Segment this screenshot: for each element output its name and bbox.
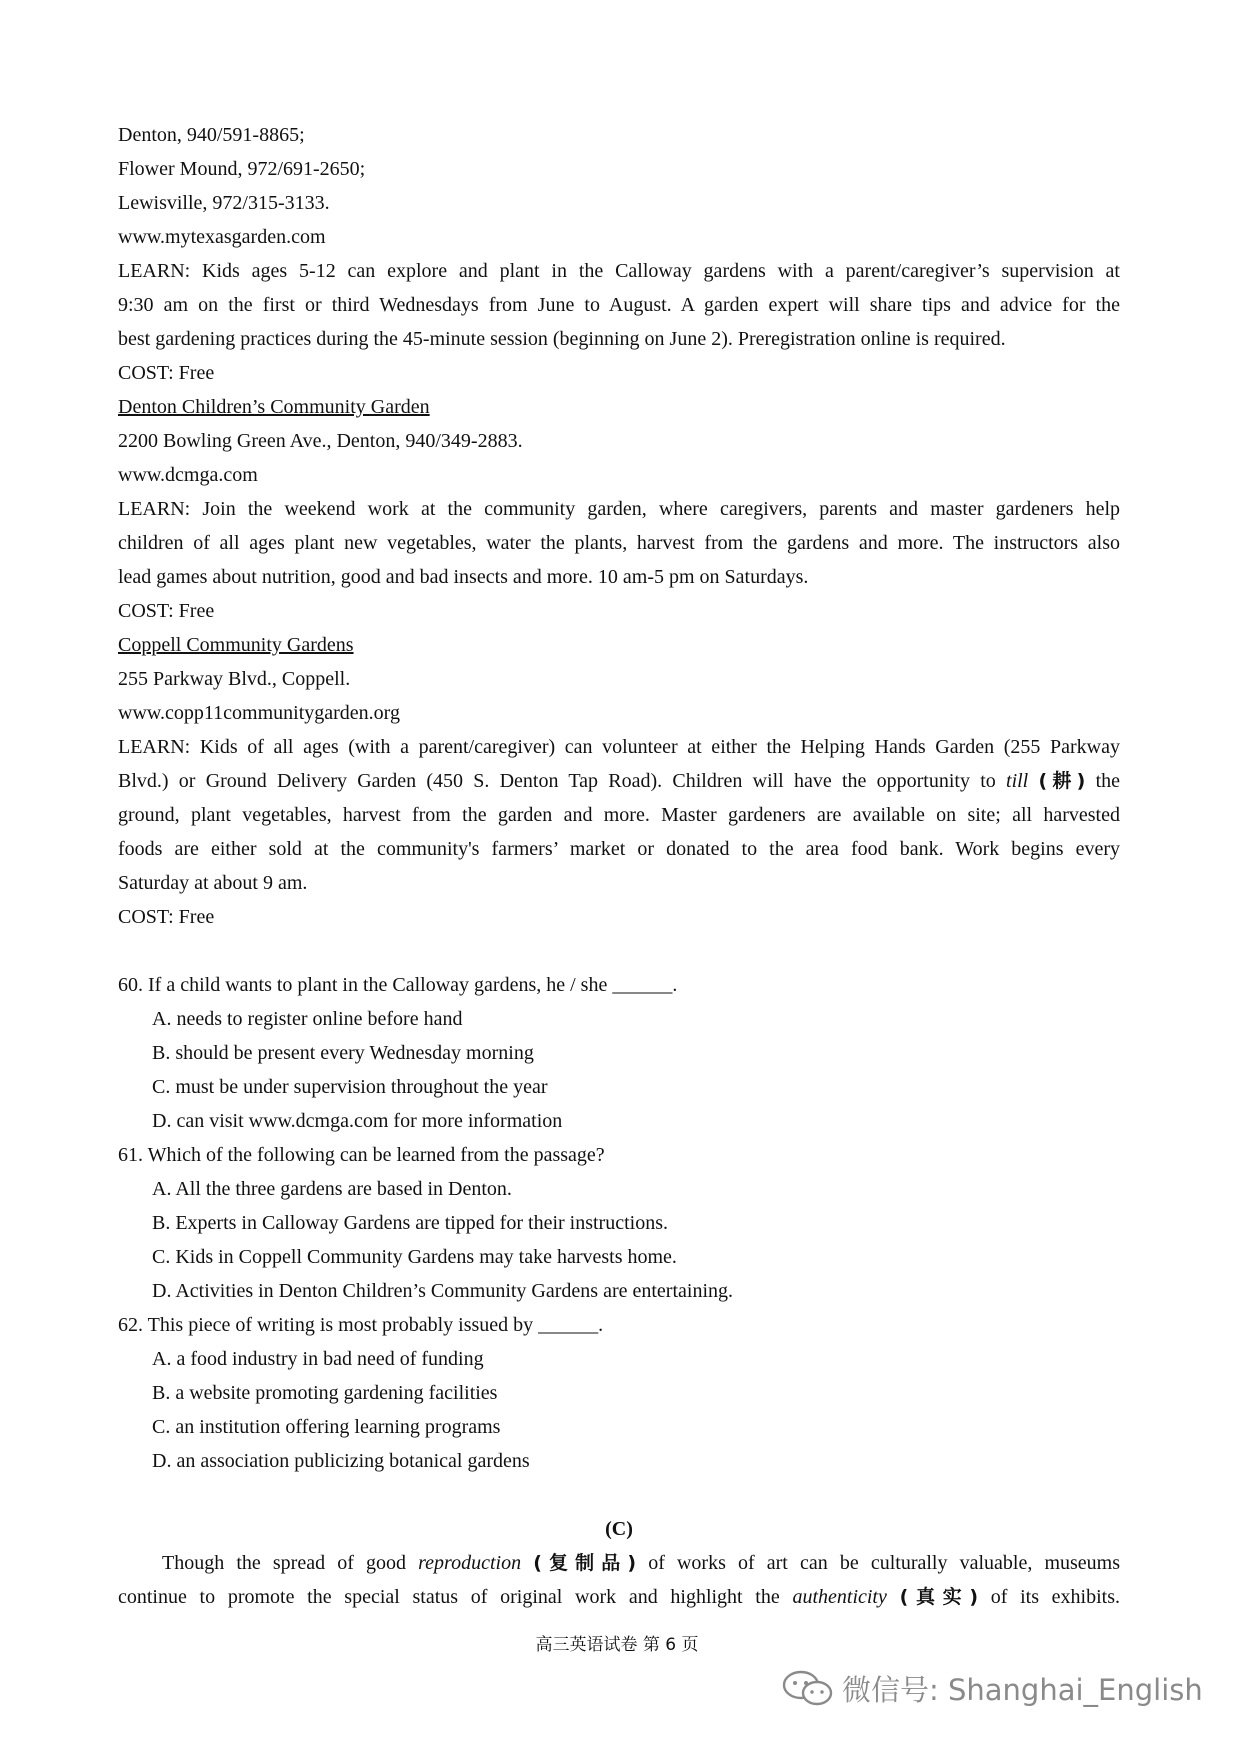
denton-learn-line-1: LEARN: Join the weekend work at the community garden, where caregivers, parents and master gardeners help: [118, 498, 1120, 520]
denton-address: 2200 Bowling Green Ave., Denton, 940/349-2883.: [118, 430, 523, 452]
coppell-learn-line-4: foods are either sold at the community's farmers’ market or donated to the area food bank. Work begins every: [118, 838, 1120, 860]
coppell-learn-line-3: ground, plant vegetables, harvest from the garden and more. Master gardeners are available on site; all harvested: [118, 804, 1120, 826]
question-60-stem: 60. If a child wants to plant in the Calloway gardens, he / she ______.: [118, 974, 678, 996]
gloss-word-till: till: [1006, 770, 1029, 792]
section-c-line-2: [118, 1580, 1120, 1614]
gloss-reproduction-chinese: (复制品): [533, 1552, 637, 1574]
question-60-option-c: C. must be under supervision throughout the year: [152, 1076, 548, 1098]
calloway-address-lewisville: Lewisville, 972/315-3133.: [118, 192, 330, 214]
question-61-option-c: C. Kids in Coppell Community Gardens may take harvests home.: [152, 1246, 677, 1268]
coppell-address: 255 Parkway Blvd., Coppell.: [118, 668, 351, 690]
denton-title: [118, 390, 1120, 424]
coppell-learn-line-2-end: the: [1095, 770, 1121, 792]
calloway-address-denton: Denton, 940/591-8865;: [118, 124, 305, 146]
calloway-learn-line-2: 9:30 am on the first or third Wednesdays from June to August. A garden expert will share tips and advice for the: [118, 294, 1120, 316]
denton-learn-line-2: children of all ages plant new vegetables, water the plants, harvest from the gardens and more. The instructors also: [118, 532, 1120, 554]
calloway-address-flower-mound: Flower Mound, 972/691-2650;: [118, 158, 366, 180]
denton-name: Denton Children’s Community Garden: [118, 396, 430, 418]
question-60-option-d: D. can visit www.dcmga.com for more information: [152, 1110, 563, 1132]
coppell-learn-line-2: [118, 764, 1120, 798]
denton-learn-line-3: lead games about nutrition, good and bad insects and more. 10 am-5 pm on Saturdays.: [118, 566, 809, 588]
coppell-title: [118, 628, 1120, 662]
section-c-line-1: [118, 1546, 1120, 1580]
gloss-word-reproduction: reproduction: [418, 1552, 522, 1574]
calloway-cost: COST: Free: [118, 362, 215, 384]
spacer: [118, 934, 1120, 968]
page-footer: 高三英语试卷 第 6 页: [535, 1635, 699, 1655]
question-62-option-d: D. an association publicizing botanical gardens: [152, 1450, 530, 1472]
question-61-option-d: D. Activities in Denton Children’s Community Gardens are entertaining.: [152, 1280, 734, 1302]
question-61-option-a: A. All the three gardens are based in Denton.: [152, 1178, 512, 1200]
coppell-learn-line-5: Saturday at about 9 am.: [118, 872, 308, 894]
question-62-option-a: A. a food industry in bad need of funding: [152, 1348, 484, 1370]
question-60-option-a: A. needs to register online before hand: [152, 1008, 463, 1030]
section-c-line-2-end: of its exhibits.: [990, 1586, 1121, 1608]
denton-website: www.dcmga.com: [118, 464, 258, 486]
calloway-website: www.mytexasgarden.com: [118, 226, 326, 248]
section-c-line-1-end: of works of art can be culturally valuable, museums: [648, 1552, 1121, 1574]
gloss-till-chinese: (耕): [1038, 770, 1086, 792]
wechat-icon: [780, 1670, 836, 1706]
question-62-stem: 62. This piece of writing is most probably issued by ______.: [118, 1314, 604, 1336]
watermark-text: 微信号: Shanghai_English: [842, 1672, 1203, 1707]
calloway-learn-line-3: best gardening practices during the 45-minute session (beginning on June 2). Preregistration online is required.: [118, 328, 1006, 350]
section-c-line-2-start: continue to promote the special status of original work and highlight the: [118, 1586, 780, 1608]
coppell-cost: COST: Free: [118, 906, 215, 928]
question-62-option-b: B. a website promoting gardening facilities: [152, 1382, 498, 1404]
gloss-word-authenticity: authenticity: [792, 1586, 887, 1608]
coppell-website: www.copp11communitygarden.org: [118, 702, 400, 724]
question-61-option-b: B. Experts in Calloway Gardens are tipped for their instructions.: [152, 1212, 668, 1234]
spacer: [118, 1478, 1120, 1512]
question-61-stem: 61. Which of the following can be learned from the passage?: [118, 1144, 605, 1166]
exam-page: [118, 118, 1120, 1614]
calloway-learn-line-1: LEARN: Kids ages 5-12 can explore and plant in the Calloway gardens with a parent/caregiver’s supervision at: [118, 260, 1120, 282]
coppell-learn-line-1: LEARN: Kids of all ages (with a parent/caregiver) can volunteer at either the Helping Hands Garden (255 Parkway: [118, 736, 1120, 758]
denton-cost: COST: Free: [118, 600, 215, 622]
gloss-authenticity-chinese: (真实): [899, 1586, 979, 1608]
coppell-learn-line-2-text: Blvd.) or Ground Delivery Garden (450 S. Denton Tap Road). Children will have the opportunity to: [118, 770, 996, 792]
question-62-option-c: C. an institution offering learning programs: [152, 1416, 501, 1438]
section-c-line-1-start: Though the spread of good: [162, 1552, 406, 1574]
section-c-heading: (C): [605, 1518, 633, 1540]
wechat-watermark: [780, 1668, 1203, 1708]
question-60-option-b: B. should be present every Wednesday morning: [152, 1042, 534, 1064]
coppell-name: Coppell Community Gardens: [118, 634, 354, 656]
